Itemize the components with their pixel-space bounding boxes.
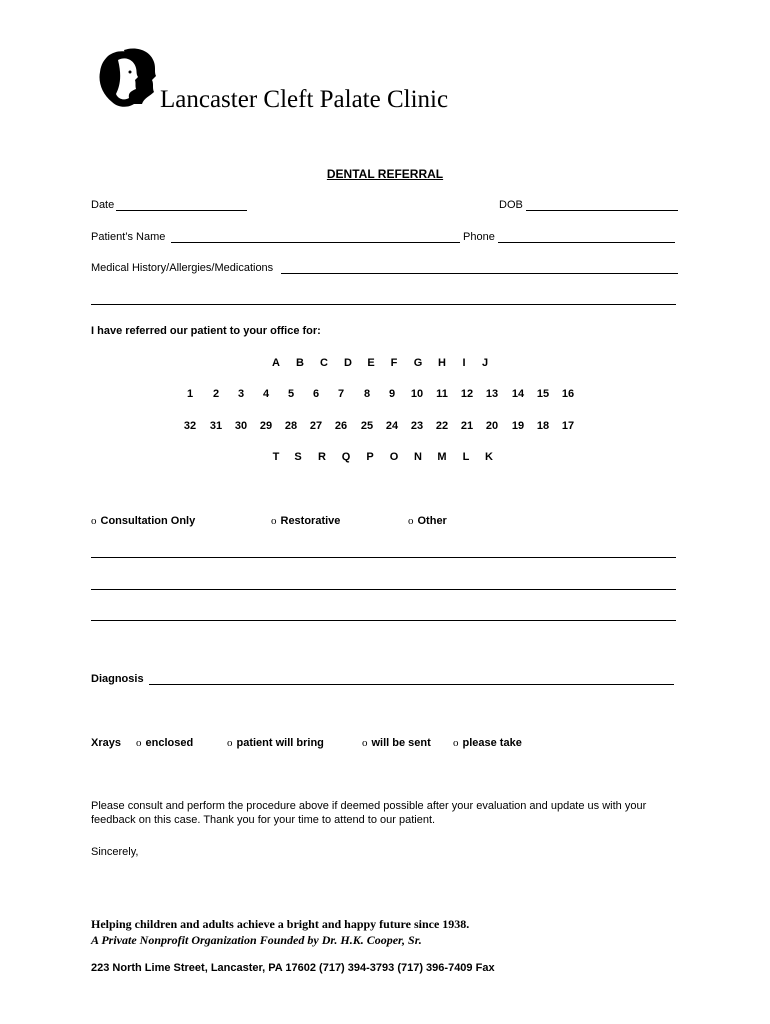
clinic-logo-icon xyxy=(94,46,160,110)
tooth-B[interactable]: B xyxy=(296,357,304,369)
tooth-N[interactable]: N xyxy=(414,451,422,463)
tooth-R[interactable]: R xyxy=(318,451,326,463)
checkbox-icon: o xyxy=(136,737,142,749)
tooth-O[interactable]: O xyxy=(389,451,399,463)
option-label: Other xyxy=(417,515,447,527)
option-label: will be sent xyxy=(371,737,431,749)
tooth-C[interactable]: C xyxy=(320,357,328,369)
message-line-2: feedback on this case. Thank you for your time to attend to our patient. xyxy=(91,814,436,826)
date-field[interactable] xyxy=(116,210,247,211)
tooth-3[interactable]: 3 xyxy=(237,388,245,400)
tooth-28[interactable]: 28 xyxy=(284,420,298,432)
medical-history-field-line-2[interactable] xyxy=(91,304,676,305)
form-title: DENTAL REFERRAL xyxy=(326,167,444,181)
tooth-7[interactable]: 7 xyxy=(337,388,345,400)
xrays-label: Xrays xyxy=(91,737,121,749)
tooth-D[interactable]: D xyxy=(344,357,352,369)
tooth-I[interactable]: I xyxy=(462,357,466,369)
tooth-19[interactable]: 19 xyxy=(511,420,525,432)
checkbox-icon: o xyxy=(91,515,97,527)
option-consultation-only[interactable] xyxy=(91,515,195,527)
tooth-G[interactable]: G xyxy=(413,357,423,369)
notes-line-3[interactable] xyxy=(91,620,676,621)
tooth-4[interactable]: 4 xyxy=(262,388,270,400)
option-label: Consultation Only xyxy=(100,515,196,527)
option-label: please take xyxy=(462,737,522,749)
tooth-2[interactable]: 2 xyxy=(212,388,220,400)
tooth-31[interactable]: 31 xyxy=(209,420,223,432)
tooth-9[interactable]: 9 xyxy=(388,388,396,400)
notes-line-2[interactable] xyxy=(91,589,676,590)
tooth-26[interactable]: 26 xyxy=(334,420,348,432)
tooth-24[interactable]: 24 xyxy=(385,420,399,432)
tooth-29[interactable]: 29 xyxy=(259,420,273,432)
checkbox-icon: o xyxy=(271,515,277,527)
footer-tagline: Helping children and adults achieve a bright and happy future since 1938. xyxy=(91,917,470,931)
medical-history-field[interactable] xyxy=(281,273,678,274)
tooth-K[interactable]: K xyxy=(485,451,493,463)
dob-field[interactable] xyxy=(526,210,678,211)
tooth-14[interactable]: 14 xyxy=(511,388,525,400)
tooth-F[interactable]: F xyxy=(390,357,398,369)
tooth-17[interactable]: 17 xyxy=(561,420,575,432)
clinic-name: Lancaster Cleft Palate Clinic xyxy=(160,86,449,113)
tooth-H[interactable]: H xyxy=(438,357,446,369)
xray-option-will-be-sent[interactable] xyxy=(362,737,431,749)
tooth-5[interactable]: 5 xyxy=(287,388,295,400)
footer-founder: A Private Nonprofit Organization Founded by Dr. H.K. Cooper, Sr. xyxy=(91,933,422,947)
tooth-11[interactable]: 11 xyxy=(436,388,448,400)
tooth-21[interactable]: 21 xyxy=(460,420,474,432)
option-other[interactable] xyxy=(408,515,447,527)
medical-history-label: Medical History/Allergies/Medications xyxy=(91,262,274,274)
tooth-E[interactable]: E xyxy=(367,357,375,369)
xray-option-please-take[interactable] xyxy=(453,737,522,749)
tooth-25[interactable]: 25 xyxy=(360,420,374,432)
checkbox-icon: o xyxy=(362,737,368,749)
xray-option-patient-will-bring[interactable] xyxy=(227,737,324,749)
option-label: patient will bring xyxy=(236,737,324,749)
phone-label: Phone xyxy=(463,231,495,243)
diagnosis-field[interactable] xyxy=(149,684,674,685)
diagnosis-label: Diagnosis xyxy=(91,673,144,685)
closing: Sincerely, xyxy=(91,846,139,858)
tooth-L[interactable]: L xyxy=(462,451,470,463)
xray-option-enclosed[interactable] xyxy=(136,737,193,749)
tooth-16[interactable]: 16 xyxy=(561,388,575,400)
checkbox-icon: o xyxy=(408,515,414,527)
tooth-23[interactable]: 23 xyxy=(410,420,424,432)
option-label: enclosed xyxy=(145,737,194,749)
message-line-1: Please consult and perform the procedure above if deemed possible after your evaluation and update us with your xyxy=(91,800,647,812)
option-label: Restorative xyxy=(280,515,341,527)
tooth-6[interactable]: 6 xyxy=(312,388,320,400)
tooth-20[interactable]: 20 xyxy=(485,420,499,432)
footer-address: 223 North Lime Street, Lancaster, PA 17602 (717) 394-3793 (717) 396-7409 Fax xyxy=(91,962,495,974)
tooth-18[interactable]: 18 xyxy=(536,420,550,432)
date-label: Date xyxy=(91,199,115,211)
tooth-P[interactable]: P xyxy=(366,451,374,463)
tooth-8[interactable]: 8 xyxy=(363,388,371,400)
tooth-10[interactable]: 10 xyxy=(410,388,424,400)
checkbox-icon: o xyxy=(227,737,233,749)
tooth-Q[interactable]: Q xyxy=(341,451,351,463)
notes-line-1[interactable] xyxy=(91,557,676,558)
tooth-22[interactable]: 22 xyxy=(435,420,449,432)
tooth-12[interactable]: 12 xyxy=(460,388,474,400)
patient-name-field[interactable] xyxy=(171,242,460,243)
tooth-32[interactable]: 32 xyxy=(183,420,197,432)
tooth-J[interactable]: J xyxy=(481,357,489,369)
phone-field[interactable] xyxy=(498,242,675,243)
tooth-1[interactable]: 1 xyxy=(186,388,194,400)
tooth-M[interactable]: M xyxy=(437,451,447,463)
tooth-30[interactable]: 30 xyxy=(234,420,248,432)
tooth-T[interactable]: T xyxy=(272,451,280,463)
referred-for-label: I have referred our patient to your office for: xyxy=(91,325,321,337)
tooth-13[interactable]: 13 xyxy=(485,388,499,400)
checkbox-icon: o xyxy=(453,737,459,749)
tooth-A[interactable]: A xyxy=(272,357,280,369)
tooth-15[interactable]: 15 xyxy=(536,388,550,400)
dob-label: DOB xyxy=(499,199,523,211)
tooth-S[interactable]: S xyxy=(294,451,302,463)
tooth-27[interactable]: 27 xyxy=(309,420,323,432)
option-restorative[interactable] xyxy=(271,515,340,527)
patient-name-label: Patient’s Name xyxy=(91,231,166,243)
